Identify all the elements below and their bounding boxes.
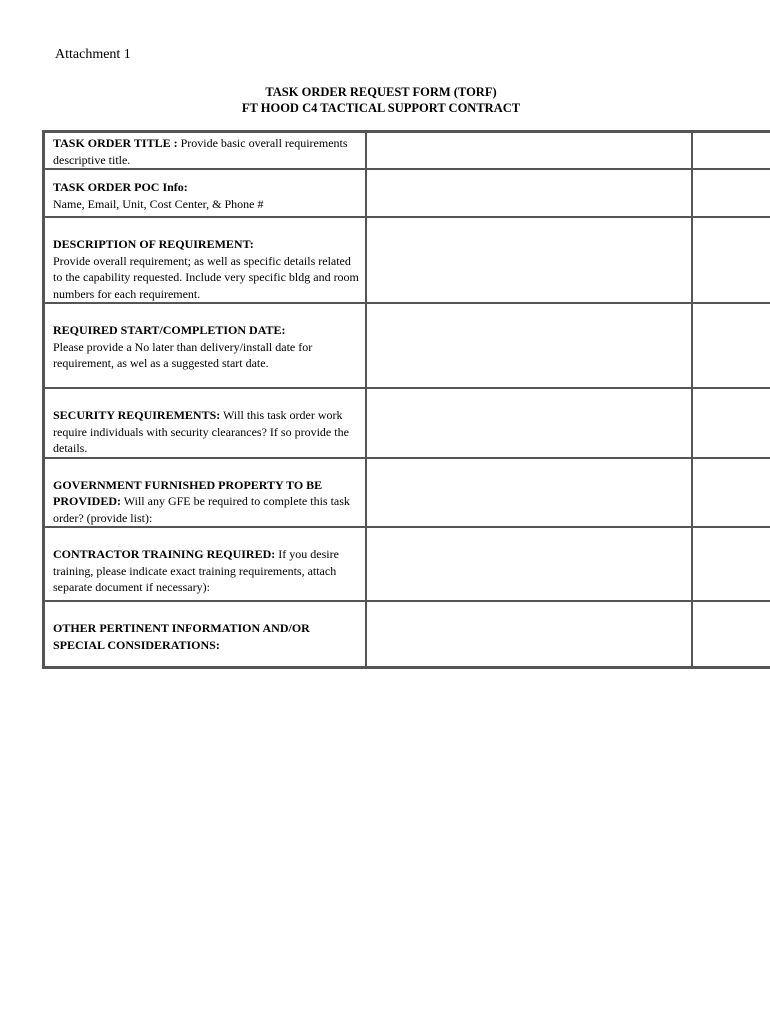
row-description: If you desire training, please indicate exact training requirements, attach separate document if necessary): xyxy=(53,547,339,594)
row-heading: DESCRIPTION OF REQUIREMENT: xyxy=(53,237,254,251)
row-label xyxy=(44,169,366,217)
table-row xyxy=(44,132,770,169)
row-label xyxy=(44,217,366,303)
extra-cell[interactable] xyxy=(692,527,770,601)
contract-title: FT HOOD C4 TACTICAL SUPPORT CONTRACT xyxy=(241,101,521,115)
entry-cell[interactable] xyxy=(366,388,692,458)
table-row xyxy=(44,217,770,303)
row-heading: OTHER PERTINENT INFORMATION AND/OR SPECIAL CONSIDERATIONS: xyxy=(53,621,310,652)
table-row xyxy=(44,458,770,528)
entry-cell[interactable] xyxy=(366,458,692,528)
row-label xyxy=(44,527,366,601)
row-heading: REQUIRED START/COMPLETION DATE: xyxy=(53,323,286,337)
row-description: Provide basic overall requirements descriptive title. xyxy=(53,136,348,167)
row-heading: SECURITY REQUIREMENTS: xyxy=(53,408,221,422)
entry-cell[interactable] xyxy=(366,527,692,601)
extra-cell[interactable] xyxy=(692,169,770,217)
extra-cell[interactable] xyxy=(692,601,770,667)
row-heading: CONTRACTOR TRAINING REQUIRED: xyxy=(53,547,276,561)
row-heading: GOVERNMENT FURNISHED PROPERTY TO BE PROVIDED: xyxy=(53,477,323,508)
entry-cell[interactable] xyxy=(366,217,692,303)
row-description: Will any GFE be required to complete this task order? (provide list): xyxy=(53,494,350,525)
extra-cell[interactable] xyxy=(692,388,770,458)
row-description: Name, Email, Unit, Cost Center, & Phone # xyxy=(53,196,264,211)
row-label xyxy=(44,132,366,169)
row-label xyxy=(44,458,366,528)
form-title-block xyxy=(0,84,770,116)
extra-cell[interactable] xyxy=(692,458,770,528)
table-row xyxy=(44,601,770,667)
row-heading: TASK ORDER POC Info: xyxy=(53,180,188,194)
row-description: Provide overall requirement; as well as specific details related to the capability requested. Include very specific bldg and room numbers for each requirement. xyxy=(53,253,359,301)
form-title: TASK ORDER REQUEST FORM (TORF) xyxy=(265,85,497,99)
table-row xyxy=(44,527,770,601)
extra-cell[interactable] xyxy=(692,217,770,303)
table-row xyxy=(44,303,770,388)
row-label xyxy=(44,601,366,667)
entry-cell[interactable] xyxy=(366,169,692,217)
entry-cell[interactable] xyxy=(366,303,692,388)
row-description: Will this task order work require individuals with security clearances? If so provide the details. xyxy=(53,408,349,455)
table-row xyxy=(44,169,770,217)
table-row xyxy=(44,388,770,458)
extra-cell[interactable] xyxy=(692,132,770,169)
entry-cell[interactable] xyxy=(366,132,692,169)
attachment-label: Attachment 1 xyxy=(55,47,131,62)
entry-cell[interactable] xyxy=(366,601,692,667)
row-label xyxy=(44,303,366,388)
row-heading: TASK ORDER TITLE : xyxy=(53,136,178,150)
torf-table xyxy=(42,130,770,669)
row-description: Please provide a No later than delivery/install date for requirement, as wel as a suggested start date. xyxy=(53,339,313,370)
row-label xyxy=(44,388,366,458)
extra-cell[interactable] xyxy=(692,303,770,388)
